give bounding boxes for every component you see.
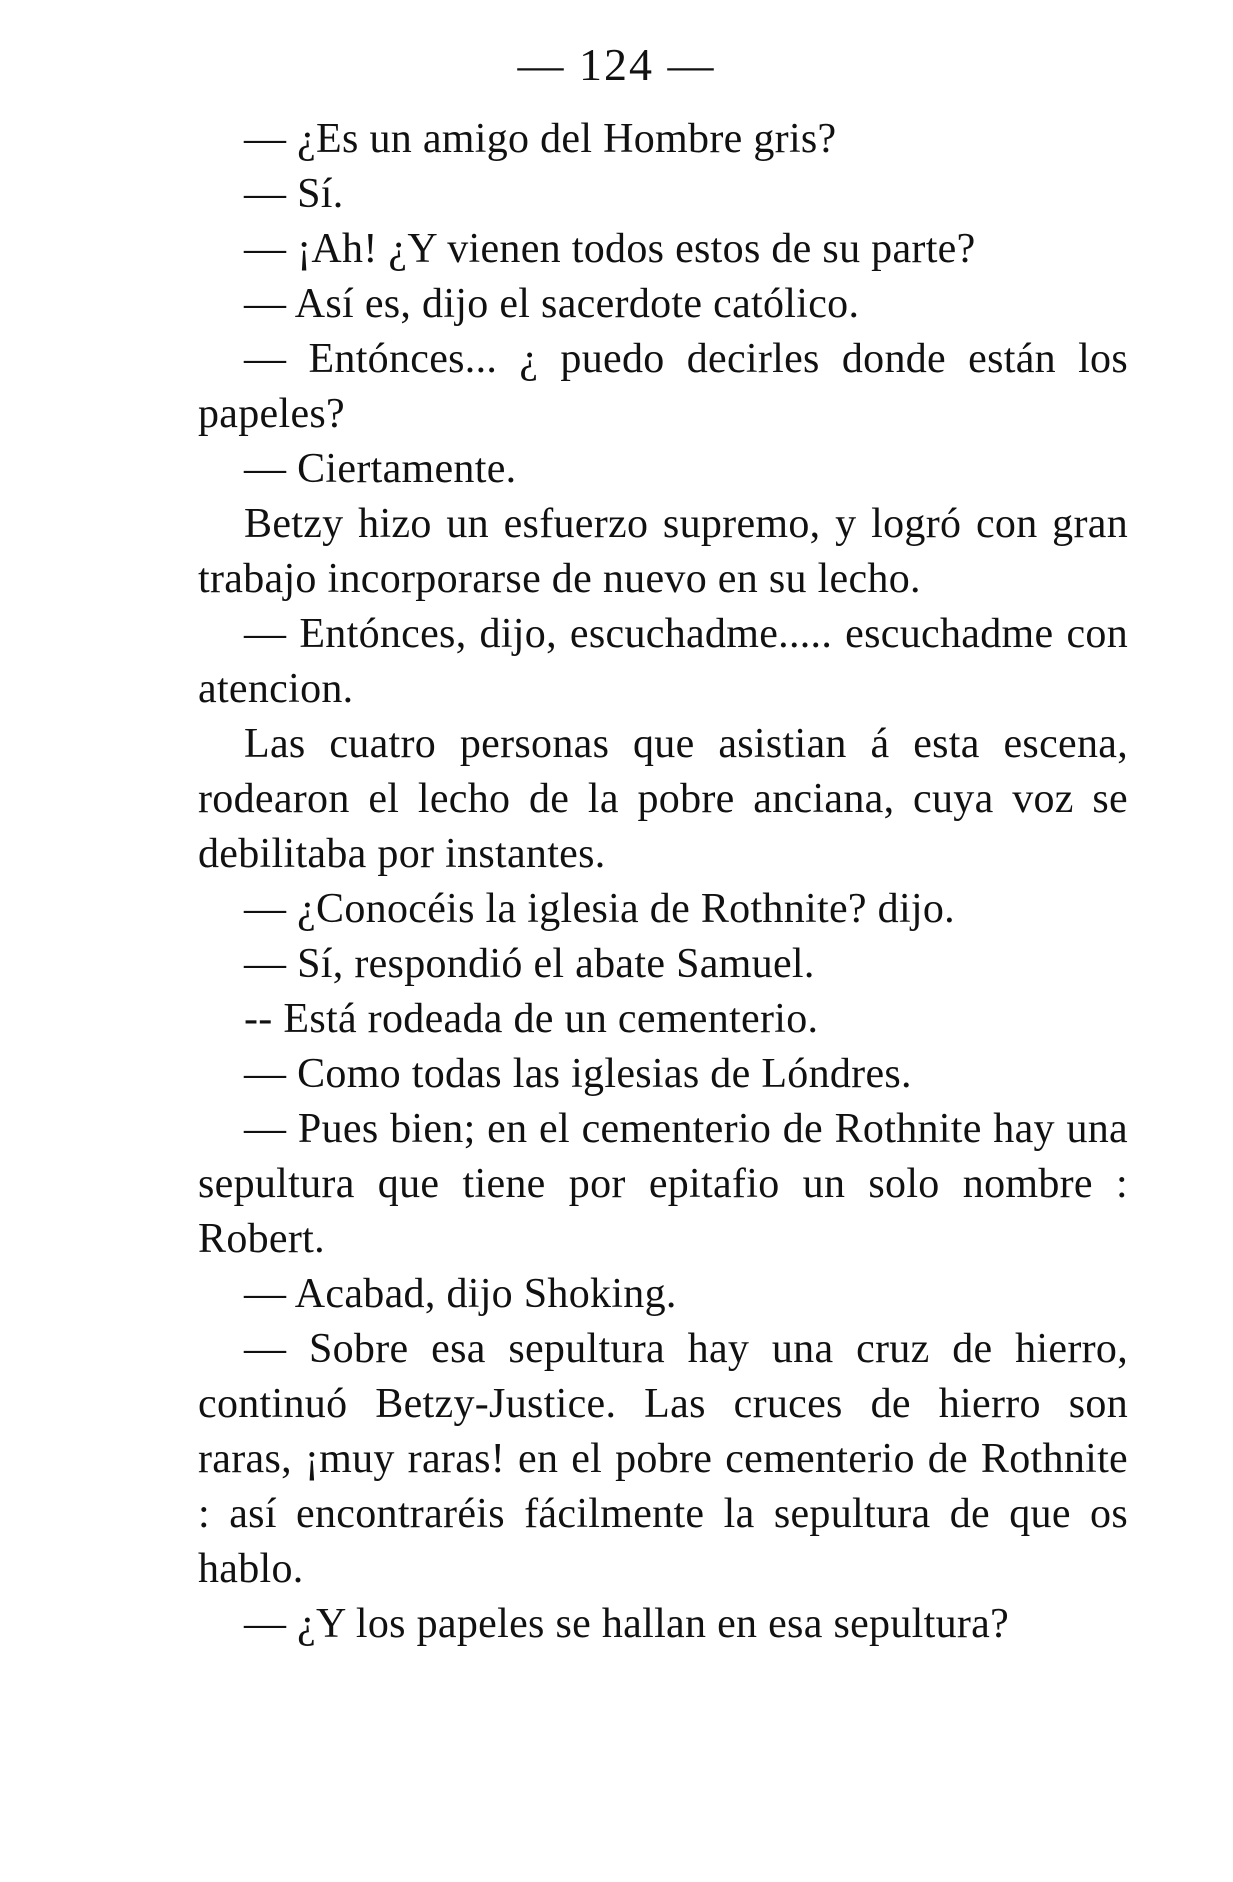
dialogue-line: — Así es, dijo el sacerdote católico.: [244, 281, 860, 327]
dialogue-line: — ¿Y los papeles se hallan en esa sepultura?: [244, 1601, 1010, 1647]
dialogue-line: — Sobre esa sepultura hay una cruz de hierro, continuó Betzy-Justice. Las cruces de hierro son raras, ¡muy raras! en el pobre cementerio de Rothnite : así encontraréis fácilmente la sepultura de que os hablo.: [198, 1326, 1128, 1592]
narrative-paragraph: Betzy hizo un esfuerzo supremo, y logró con gran trabajo incorporarse de nuevo en su lecho.: [198, 501, 1128, 602]
dialogue-line: — ¿Es un amigo del Hombre gris?: [244, 116, 837, 162]
narrative-paragraph: Las cuatro personas que asistian á esta escena, rodearon el lecho de la pobre anciana, cuya voz se debilitaba por instantes.: [198, 721, 1128, 877]
dialogue-line: — Ciertamente.: [244, 446, 517, 492]
dialogue-line: -- Está rodeada de un cementerio.: [244, 996, 819, 1042]
dialogue-line: — Entónces... ¿ puedo decirles donde están los papeles?: [198, 336, 1128, 437]
page-number: — 124 —: [517, 39, 716, 90]
dialogue-line: — Pues bien; en el cementerio de Rothnite hay una sepultura que tiene por epitafio un solo nombre : Robert.: [198, 1106, 1128, 1262]
dialogue-line: — ¿Conocéis la iglesia de Rothnite? dijo.: [244, 886, 955, 932]
dialogue-line: — Sí, respondió el abate Samuel.: [244, 941, 815, 987]
page-body-text: [198, 112, 1128, 1652]
dialogue-line: — Entónces, dijo, escuchadme..... escuchadme con atencion.: [198, 611, 1128, 712]
dialogue-line: — Acabad, dijo Shoking.: [244, 1271, 677, 1317]
dialogue-line: — ¡Ah! ¿Y vienen todos estos de su parte?: [244, 226, 976, 272]
dialogue-line: — Como todas las iglesias de Lóndres.: [244, 1051, 912, 1097]
dialogue-line: — Sí.: [244, 171, 344, 217]
